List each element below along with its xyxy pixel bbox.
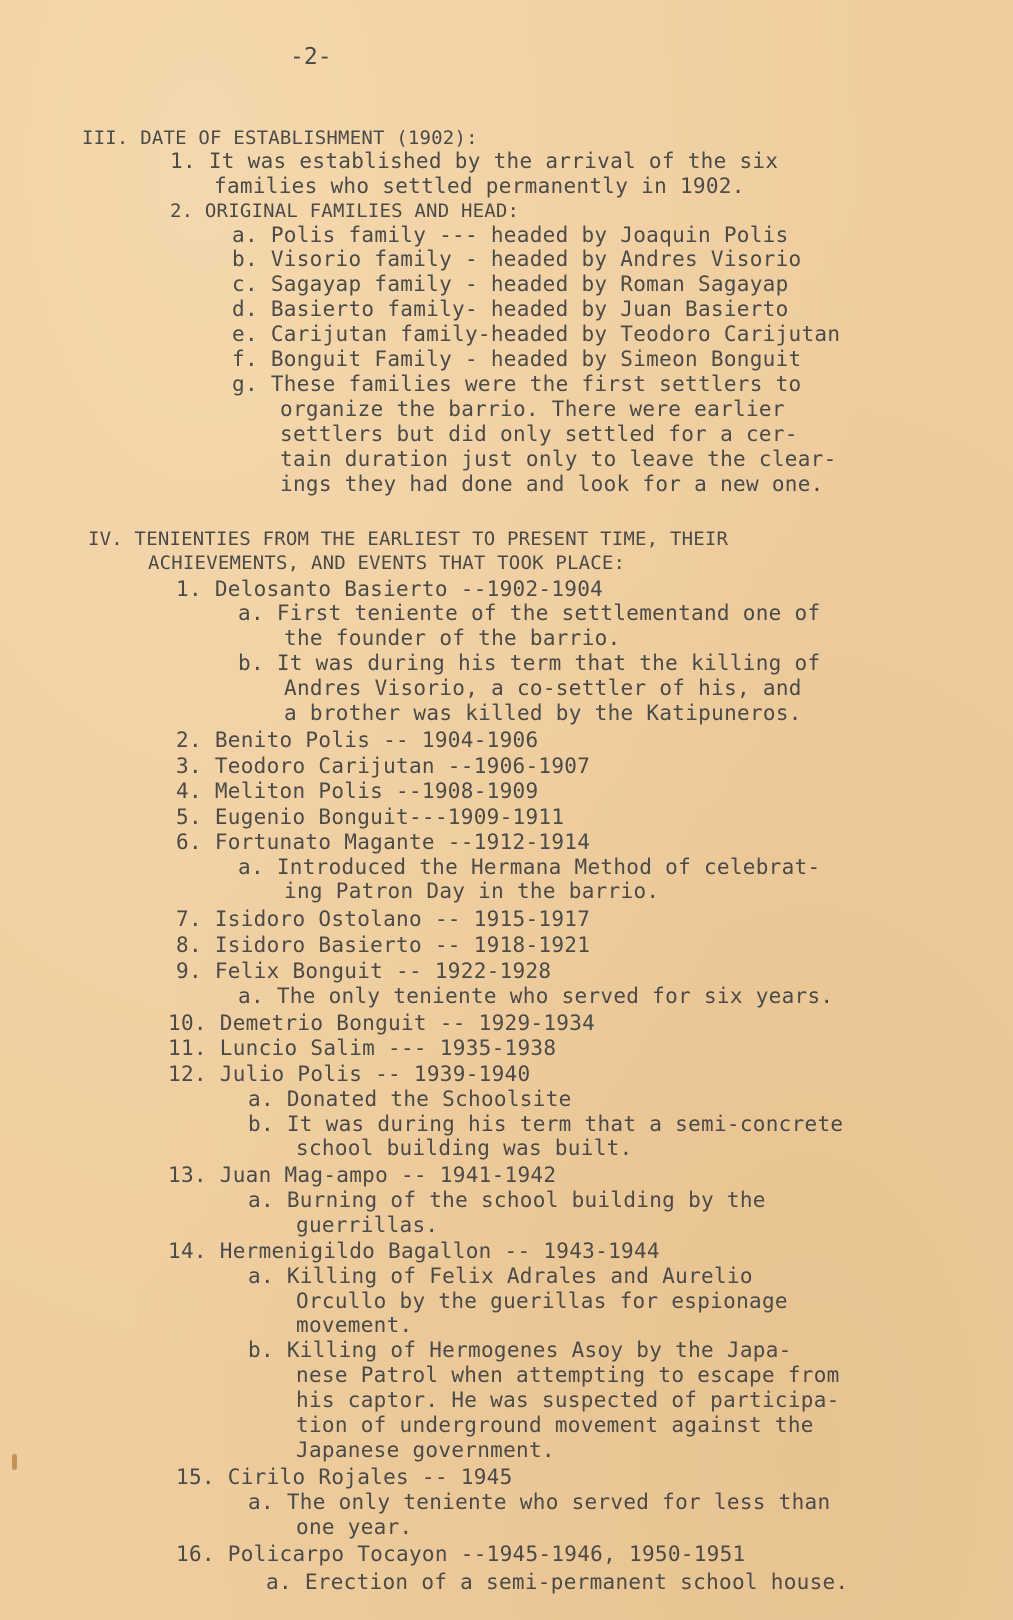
list-item: a. Erection of a semi-permanent school house. bbox=[266, 1570, 849, 1594]
text-line: Andres Visorio, a co-settler of his, and bbox=[284, 676, 802, 700]
text-line: one year. bbox=[296, 1515, 413, 1539]
list-item: 4. Meliton Polis --1908-1909 bbox=[176, 779, 539, 803]
list-item: a. Donated the Schoolsite bbox=[248, 1087, 572, 1111]
list-item: a. The only teniente who served for less than bbox=[248, 1490, 831, 1514]
list-item: 11. Luncio Salim --- 1935-1938 bbox=[168, 1036, 557, 1060]
text-line: his captor. He was suspected of participa- bbox=[296, 1388, 840, 1412]
text-line: nese Patrol when attempting to escape from bbox=[296, 1363, 840, 1387]
text-line: organize the barrio. There were earlier bbox=[280, 397, 785, 421]
list-item: e. Carijutan family-headed by Teodoro Carijutan bbox=[232, 322, 841, 346]
text-line: ings they had done and look for a new one. bbox=[280, 472, 824, 496]
list-item: a. Introduced the Hermana Method of celebrat- bbox=[238, 855, 821, 879]
list-item: 12. Julio Polis -- 1939-1940 bbox=[168, 1062, 531, 1086]
page-number: -2- bbox=[290, 44, 332, 70]
list-item: b. It was during his term that the killing of bbox=[238, 651, 821, 675]
section-heading-iv-cont: ACHIEVEMENTS, AND EVENTS THAT TOOK PLACE: bbox=[148, 552, 626, 574]
text-line: tain duration just only to leave the clear- bbox=[280, 447, 837, 471]
list-item: 3. Teodoro Carijutan --1906-1907 bbox=[176, 754, 591, 778]
section-heading-iv: IV. TENIENTIES FROM THE EARLIEST TO PRESENT TIME, THEIR bbox=[88, 528, 729, 550]
list-item: 15. Cirilo Rojales -- 1945 bbox=[176, 1465, 513, 1489]
list-item: f. Bonguit Family - headed by Simeon Bonguit bbox=[232, 347, 802, 371]
list-item: a. Polis family --- headed by Joaquin Polis bbox=[232, 223, 789, 247]
list-item: a. The only teniente who served for six years. bbox=[238, 984, 834, 1008]
list-item: a. Killing of Felix Adrales and Aurelio bbox=[248, 1264, 753, 1288]
list-item: g. These families were the first settlers to bbox=[232, 372, 802, 396]
text-line: 1. It was established by the arrival of the six bbox=[170, 149, 779, 173]
list-item: 2. Benito Polis -- 1904-1906 bbox=[176, 728, 539, 752]
list-item: 16. Policarpo Tocayon --1945-1946, 1950-1951 bbox=[176, 1542, 746, 1566]
text-line: the founder of the barrio. bbox=[284, 626, 621, 650]
list-item: c. Sagayap family - headed by Roman Sagayap bbox=[232, 272, 789, 296]
subheading-original-families: 2. ORIGINAL FAMILIES AND HEAD: bbox=[170, 200, 520, 222]
text-line: Orcullo by the guerillas for espionage bbox=[296, 1289, 788, 1313]
text-line: school building was built. bbox=[296, 1136, 633, 1160]
list-item: 9. Felix Bonguit -- 1922-1928 bbox=[176, 959, 552, 983]
list-item: a. Burning of the school building by the bbox=[248, 1188, 766, 1212]
list-item: b. Killing of Hermogenes Asoy by the Japa- bbox=[248, 1338, 792, 1362]
list-item: 1. Delosanto Basierto --1902-1904 bbox=[176, 577, 604, 601]
list-item: b. Visorio family - headed by Andres Visorio bbox=[232, 247, 802, 271]
list-item: 7. Isidoro Ostolano -- 1915-1917 bbox=[176, 907, 591, 931]
text-line: Japanese government. bbox=[296, 1438, 555, 1462]
list-item: d. Basierto family- headed by Juan Basierto bbox=[232, 297, 789, 321]
text-line: a brother was killed by the Katipuneros. bbox=[284, 701, 802, 725]
section-heading-iii: III. DATE OF ESTABLISHMENT (1902): bbox=[82, 127, 478, 149]
list-item: b. It was during his term that a semi-concrete bbox=[248, 1112, 844, 1136]
text-line: guerrillas. bbox=[296, 1213, 439, 1237]
text-line: families who settled permanently in 1902. bbox=[214, 174, 745, 198]
list-item: 13. Juan Mag-ampo -- 1941-1942 bbox=[168, 1163, 557, 1187]
list-item: a. First teniente of the settlementand one of bbox=[238, 601, 821, 625]
list-item: 8. Isidoro Basierto -- 1918-1921 bbox=[176, 933, 591, 957]
text-line: tion of underground movement against the bbox=[296, 1413, 814, 1437]
list-item: 6. Fortunato Magante --1912-1914 bbox=[176, 830, 591, 854]
text-line: settlers but did only settled for a cer- bbox=[280, 422, 798, 446]
list-item: 10. Demetrio Bonguit -- 1929-1934 bbox=[168, 1011, 596, 1035]
list-item: 14. Hermenigildo Bagallon -- 1943-1944 bbox=[168, 1239, 660, 1263]
list-item: 5. Eugenio Bonguit---1909-1911 bbox=[176, 805, 565, 829]
paper-speck bbox=[12, 1454, 17, 1470]
text-line: ing Patron Day in the barrio. bbox=[284, 879, 660, 903]
text-line: movement. bbox=[296, 1313, 413, 1337]
